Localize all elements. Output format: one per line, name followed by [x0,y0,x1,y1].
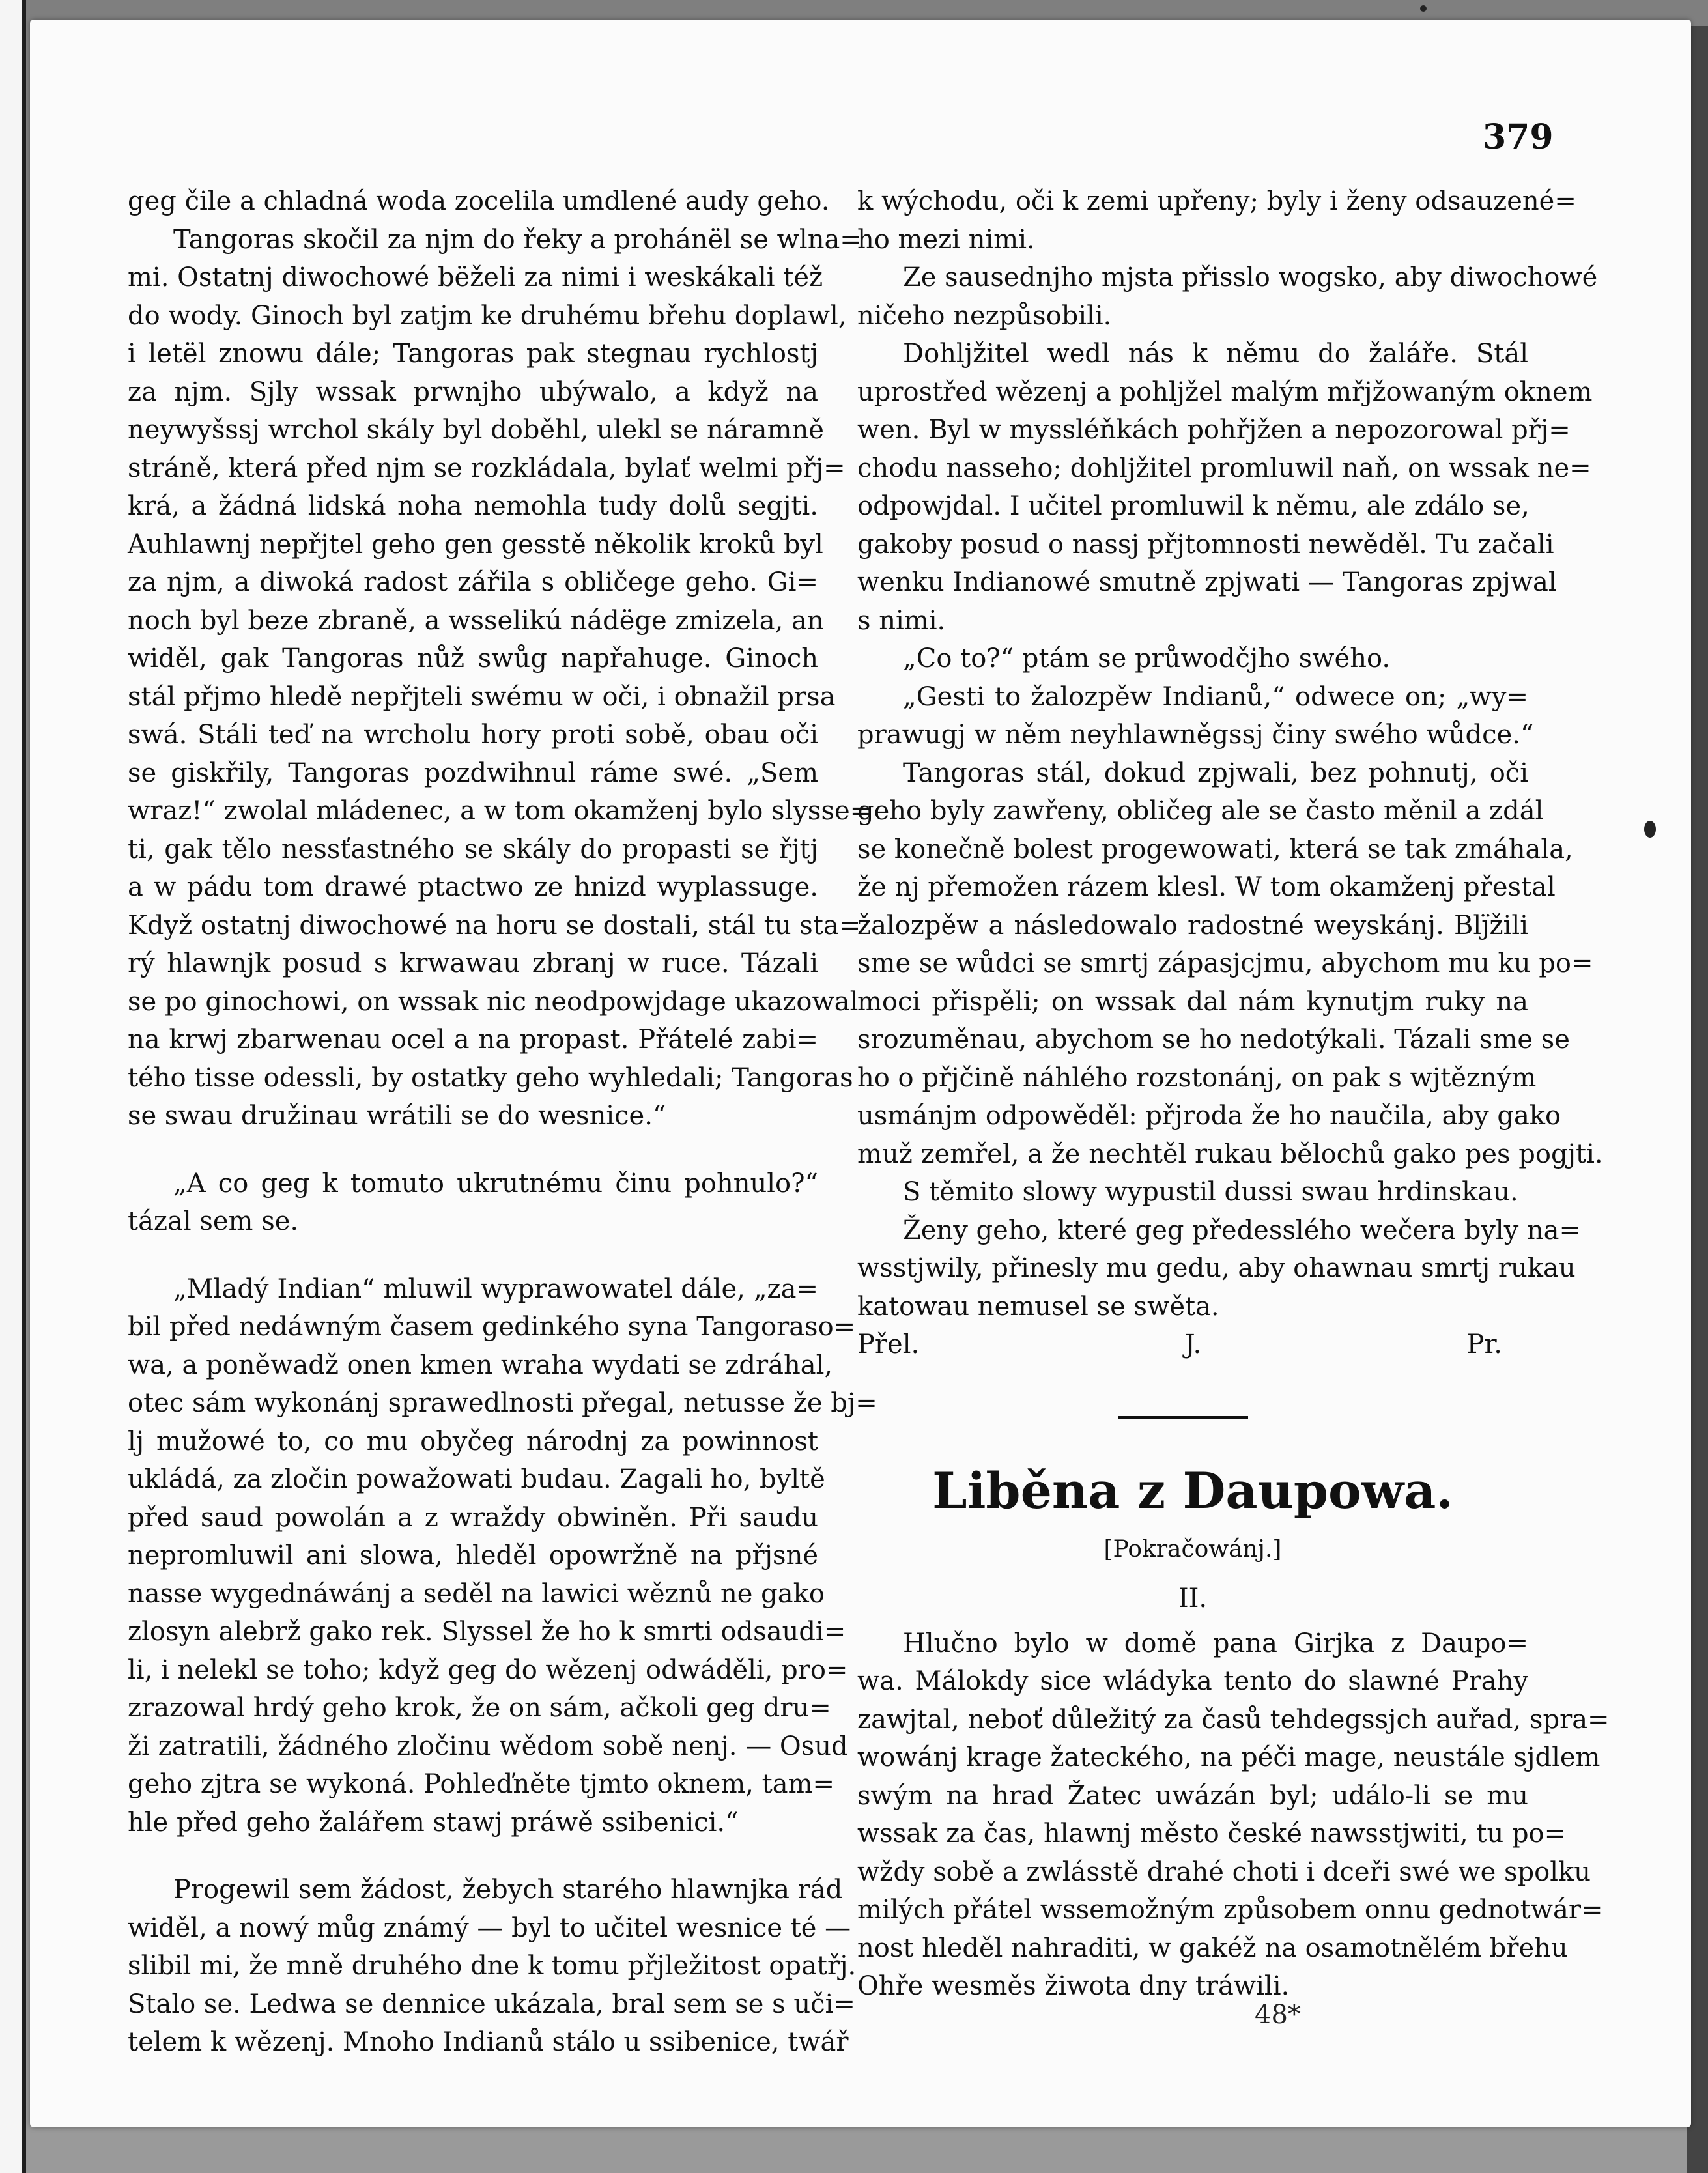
text-line: S těmito slowy wypustil dussi swau hrdinskau. [903,1177,1518,1207]
text-line: wssak za čas, hlawnj město české nawsstjwiti, tu po= [857,1819,1567,1849]
continuation-label: [Pokračowánj.] [1103,1535,1282,1563]
text-line: s nimi. [857,605,946,636]
translator-signature: Přel. J. Pr. [857,1329,1502,1359]
story-title: Liběna z Daupowa. [932,1461,1453,1520]
text-line: widěl, a nowý můg známý — byl to učitel wesnice té — [128,1912,851,1943]
text-line: bil před nedáwným časem gedinkého syna Tangoraso= [128,1312,856,1342]
text-line: za njm, a diwoká radost zářila s obličege geho. Gi= [128,567,818,597]
text-line: ži zatratili, žádného zločinu wědom sobě nenj. — Osud [128,1731,848,1761]
text-line: Když ostatnj diwochowé na horu se dostali, stál tu sta= [128,910,861,941]
page-number: 379 [1483,117,1554,157]
text-line: Tangoras stál, dokud zpjwali, bez pohnutj, oči [903,758,1528,788]
text-line: moci přispěli; on wssak dal nám kynutjm ruky na [857,986,1528,1017]
text-line: „A co geg k tomuto ukrutnému činu pohnulo?“ [173,1168,818,1199]
text-line: za njm. Sjly wssak prwnjho ubýwalo, a když na [128,376,818,407]
text-line: stráně, která před njm se rozkládala, bylať welmi přj= [128,453,846,483]
text-line: wždy sobě a zwlásstě drahé choti i dceři swé we spolku [857,1856,1591,1887]
text-line: Progewil sem žádost, žebych starého hlawnjka rád [173,1875,843,1905]
text-line: noch byl beze zbraně, a wsselikú nádëge zmizela, an [128,605,824,636]
text-line: hle před geho žalářem stawj práwě ssibenici.“ [128,1807,739,1838]
text-line: a w pádu tom drawé ptactwo ze hnizd wyplassuge. [128,872,818,902]
text-line: nost hleděl nahraditi, w gakéž na osamotnělém břehu [857,1933,1568,1963]
text-line: ukládá, za zločin powažowati budau. Zagali ho, byltě [128,1464,825,1494]
text-line: nepromluwil ani slowa, hleděl opowržně na přjsné [128,1541,818,1570]
text-line: že nj přemožen rázem klesl. W tom okamženj přestal [857,872,1556,902]
text-line: rý hlawnjk posud s krwawau zbranj w ruce. Tázali [128,948,818,978]
text-line: zlosyn alebrž gako rek. Slyssel že ho k smrti odsaudi= [128,1617,846,1647]
paragraph-gap [128,1241,818,1270]
text-line: geho byly zawřeny, obličeg ale se často měnil a zdál [857,796,1544,826]
paragraph-gap [128,1135,818,1165]
text-line: otec sám wykonánj sprawedlnosti přegal, netusse že bj= [128,1388,877,1418]
text-line: do wody. Ginoch byl zatjm ke druhému břehu doplawl, [128,300,847,331]
text-line: srozuměnau, abychom se ho nedotýkali. Tázali sme se [857,1025,1570,1055]
text-line: ho o přjčině náhlého rozstonánj, on pak s wjtězným [857,1062,1537,1093]
text-line: swým na hrad Žatec uwázán byl; událo-li se mu [857,1780,1528,1811]
text-line: před saud powolán a z wraždy obwiněn. Při saudu [128,1502,818,1533]
text-line: nasse wygednáwánj a seděl na lawici wěznů ne gako [128,1578,825,1609]
text-line: swá. Stáli teď na wrcholu hory proti sobě, obau oči [128,720,818,750]
text-line: ti, gak tělo nessťastného se skály do propasti se řjtj [128,834,818,864]
text-line: wsstjwily, přinesly mu gedu, aby ohawnau smrtj rukau [857,1253,1576,1283]
left-column [128,182,877,2062]
text-line: Ohře wesměs žiwota dny tráwili. [857,1971,1290,2001]
text-line: Stalo se. Ledwa se dennice ukázala, bral sem se s uči= [128,1989,855,2019]
text-line: Ze sausednjho mjsta přisslo wogsko, aby diwochowé [903,263,1598,292]
text-line: se po ginochowi, on wssak nic neodpowjdage ukazowal [128,986,859,1017]
text-line: prawugj w něm neyhlawněgssj činy swého wůdce.“ [857,720,1534,750]
story-text [857,1625,1610,2006]
right-column-text [857,182,1603,1326]
text-line: odpowjdal. I učitel promluwil k němu, ale zdálo se, [857,491,1530,521]
section-divider [857,1364,1528,1436]
section-number: II. [1178,1583,1208,1613]
ink-spot [1420,5,1427,12]
text-line: žalozpěw a následowalo radostné weyskánj. Blj̈žili [857,910,1528,941]
text-line: gakoby posud o nassj přjtomnosti newěděl. Tu začali [857,529,1554,560]
text-line: telem k wězenj. Mnoho Indianů stálo u ssibenice, twář [128,2027,849,2057]
text-line: Tangoras skočil za njm do řeky a prohánël se wlna= [173,224,862,255]
text-line: widěl, gak Tangoras nůž swůg napřahuge. Ginoch [128,644,818,674]
text-line: Ženy geho, které geg předesslého wečera byly na= [903,1215,1582,1245]
text-line: tázal sem se. [128,1206,299,1236]
text-line: „Gesti to žalozpěw Indianů,“ odwece on; „wy= [903,681,1528,712]
text-line: ho mezi nimi. [857,224,1035,255]
text-line: wen. Byl w myssléňkách pohřjžen a nepozorowal přj= [857,415,1571,445]
previous-page-edge [0,0,26,2173]
text-line: slibil mi, že mně druhého dne k tomu přjležitost opatřj. [128,1951,857,1981]
book-page [30,20,1691,2127]
text-line: muž zemřel, a že nechtěl rukau bělochů gako pes pogjti. [857,1139,1603,1169]
text-line: katowau nemusel se swěta. [857,1291,1219,1322]
text-line: wraz!“ zwolal mládenec, a w tom okamženj bylo slysse= [128,796,872,826]
text-line: lj mužowé to, co mu obyčeg národnj za powinnost [128,1426,818,1456]
text-line: Hlučno bylo w domě pana Girjka z Daupo= [903,1628,1528,1658]
text-line: ničeho nezpůsobili. [857,300,1112,331]
text-line: „Co to?“ ptám se průwodčjho swého. [903,644,1391,674]
text-line: Dohljžitel wedl nás k němu do žaláře. Stál [903,339,1528,369]
signature-mark: 48* [1255,2000,1301,2030]
text-line: stál přjmo hledě nepřjteli swému w oči, i obnažil prsa [128,681,836,712]
text-line: i letël znowu dále; Tangoras pak stegnau rychlostj [128,339,818,369]
text-line: se konečně bolest progewowati, která se tak zmáhala, [857,834,1573,864]
text-line: neywyšssj wrchol skály byl doběhl, ulekl se náramně [128,415,824,445]
text-line: zawjtal, neboť důležitý za časů tehdegssjch auřad, spra= [857,1704,1610,1735]
text-line: sme se wůdci se smrtj zápasjcjmu, abychom mu ku po= [857,948,1593,978]
text-line: na krwj zbarwenau ocel a na propast. Přátelé zabi= [128,1025,818,1055]
text-line: chodu nasseho; dohljžitel promluwil naň, on wssak ne= [857,453,1591,483]
divider-rule [1118,1416,1248,1419]
text-line: k wýchodu, oči k zemi upřeny; byly i ženy odsauzené= [857,186,1576,216]
text-line: wowánj krage žateckého, na péči mage, neustále sjdlem [857,1742,1601,1772]
text-line: wa. Málokdy sice wládyka tento do slawné Prahy [857,1666,1528,1696]
text-line: krá, a žádná lidská noha nemohla tudy dolů segjti. [128,491,818,521]
text-line: usmánjm odpowěděl: přjroda že ho naučila, aby gako [857,1101,1561,1131]
text-line: zrazowal hrdý geho krok, že on sám, ačkoli geg dru= [128,1693,831,1723]
right-column [857,182,1610,2006]
text-line: milých přátel wssemožným způsobem onnu gednotwár= [857,1895,1603,1925]
text-line: geho zjtra se wykoná. Pohleďněte tjmto oknem, tam= [128,1769,835,1799]
ink-spot [1644,821,1656,838]
text-line: tého tisse odessli, by ostatky geho wyhledali; Tangoras [128,1062,853,1093]
text-line: wa, a poněwadž onen kmen wraha wydati se zdráhal, [128,1350,833,1380]
text-line: mi. Ostatnj diwochowé bëželi za nimi i weskákali též [128,263,823,292]
text-line: Auhlawnj nepřjtel geho gen gesstě několik kroků byl [128,529,823,560]
paragraph-gap [128,1841,818,1871]
text-line: geg čile a chladná woda zocelila umdlené audy geho. [128,186,830,216]
text-line: „Mladý Indian“ mluwil wyprawowatel dále, „za= [173,1273,818,1304]
text-line: se swau družinau wrátili se do wesnice.“ [128,1101,666,1131]
text-line: se giskřily, Tangoras pozdwihnul ráme swé. „Sem [128,758,818,788]
text-line: wenku Indianowé smutně zpjwati — Tangoras zpjwal [857,567,1557,597]
text-line: uprostřed wězenj a pohljžel malým mřjžowaným oknem [857,376,1593,407]
text-line: li, i nelekl se toho; když geg do wězenj odwáděli, pro= [128,1655,848,1685]
